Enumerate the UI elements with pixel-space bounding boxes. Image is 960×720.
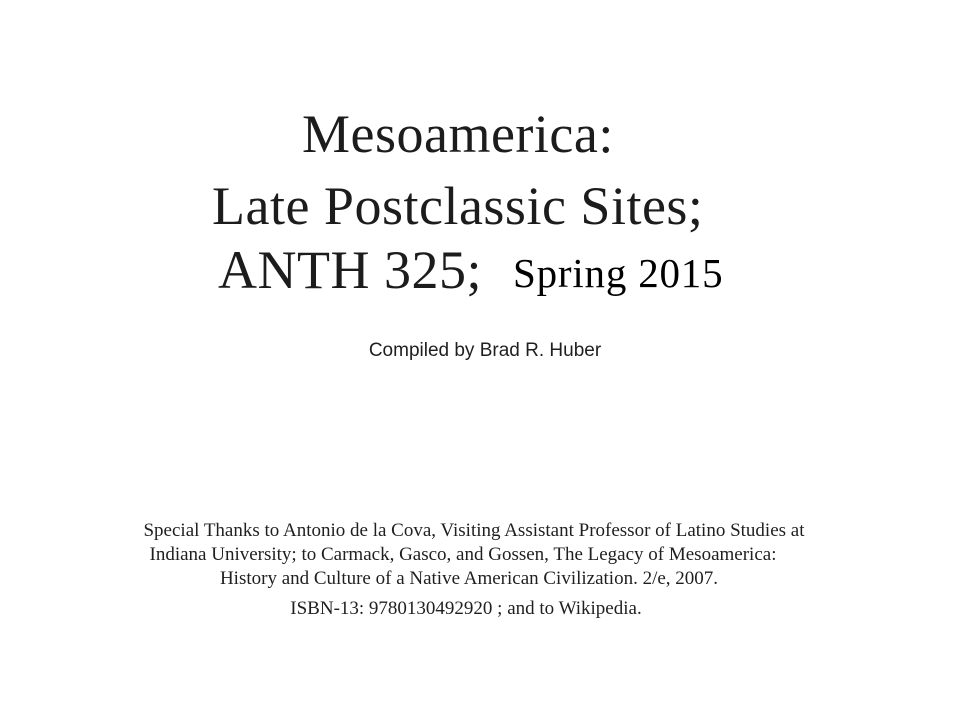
title-line-1: Mesoamerica: bbox=[302, 104, 614, 164]
compiled-by: Compiled by Brad R. Huber bbox=[368, 340, 602, 361]
acknowledgement-line-1: Special Thanks to Antonio de la Cova, Visiting Assistant Professor of Latino Studies at bbox=[143, 520, 805, 541]
isbn-line: ISBN-13: 9780130492920 ; and to Wikipedia. bbox=[290, 598, 642, 619]
title-line-2: Late Postclassic Sites; bbox=[212, 176, 704, 236]
acknowledgements bbox=[0, 519, 960, 621]
acknowledgement-line-2: Indiana University; to Carmack, Gasco, and Gossen, The Legacy of Mesoamerica: bbox=[149, 544, 777, 565]
title-line-3: ANTH 325; bbox=[218, 240, 482, 300]
semester-label: Spring 2015 bbox=[503, 249, 731, 297]
acknowledgement-line-3: History and Culture of a Native American Civilization. 2/e, 2007. bbox=[219, 568, 719, 589]
